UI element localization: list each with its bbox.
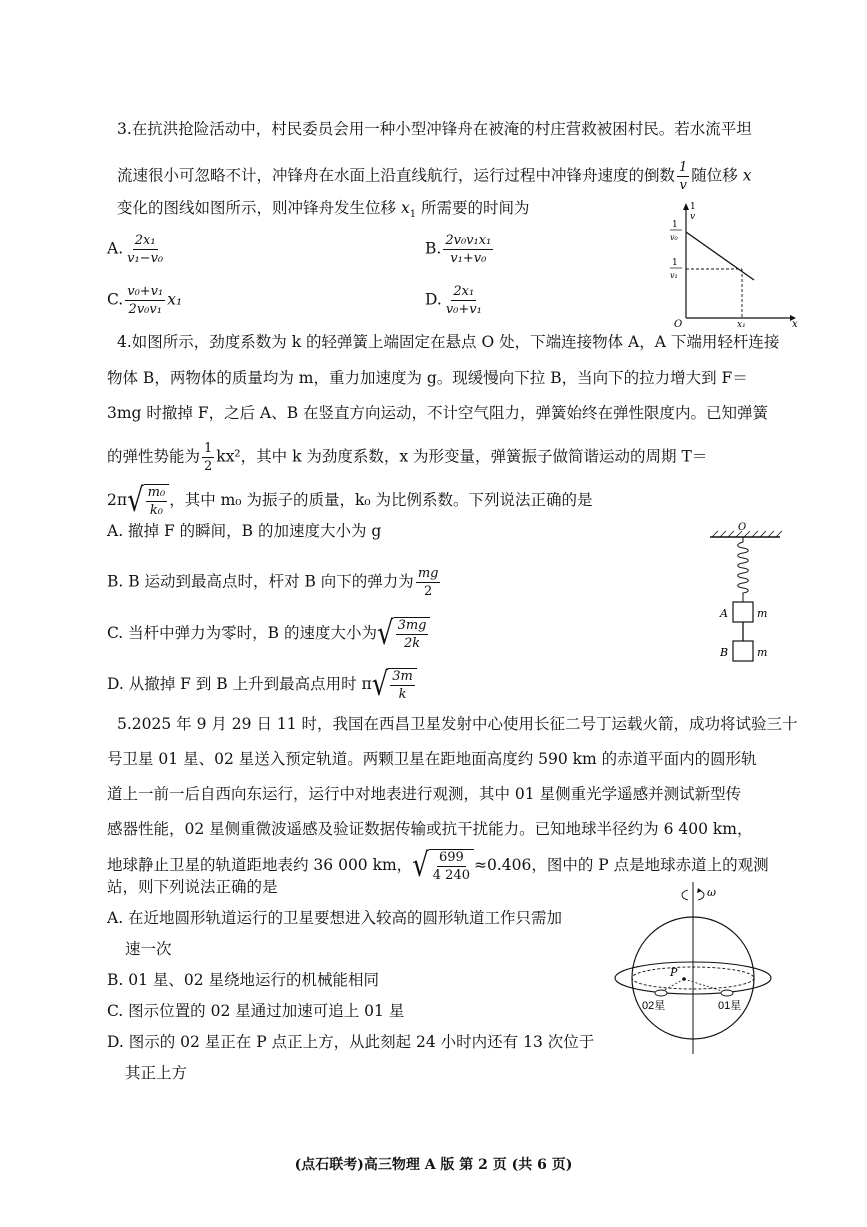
q4-option-c[interactable]: C. 当杆中弹力为零时，B 的速度大小为 √ $\frac{3mg}{2k}$: [107, 617, 430, 651]
q3-graph: [668, 198, 798, 328]
q3-option-d[interactable]: D. $\frac{\text{2x₁}}{\text{v₀+v₁}}$: [425, 284, 482, 317]
q3-graph-x-label: x: [792, 319, 798, 328]
q3-option-c[interactable]: C. $\frac{\text{v₀+v₁}}{\text{2v₀v₁}}$ x₁: [107, 284, 183, 317]
q5-line3: 道上一前一后自西向东运行，运行中对地表进行观测，其中 01 星侧重光学遥感并测试新型传: [107, 785, 742, 803]
q4-spring-figure: [700, 520, 790, 670]
q5-p-label: P: [670, 966, 678, 979]
q4-option-d[interactable]: D. 从撤掉 F 到 B 上升到最高点用时 π √ $\frac{3m}{k}$: [107, 668, 417, 702]
q4-label-a: A: [720, 607, 728, 620]
q3-line2: 流速很小可忽略不计，冲锋舟在水面上沿直线航行，运行过程中冲锋舟速度的倒数 $\frac{1}{v}$ 随位移 x: [117, 160, 752, 193]
q4-block-a: [733, 602, 753, 622]
q3-graph-y-label-num: 1: [690, 202, 696, 212]
q5-line5: 地球静止卫星的轨道距地表约 36 000 km， √ $\frac{699}{4 240}$ ≈0.406，图中的 P 点是地球赤道上的观测: [107, 847, 769, 885]
q5-p-to-02: [661, 979, 684, 992]
q5-option-c[interactable]: C. 图示位置的 02 星通过加速可追上 01 星: [107, 1002, 405, 1020]
q5-line1: 5.2025 年 9 月 29 日 11 时，我国在西昌卫星发射中心使用长征二号丁运载火箭，成功将试验三十: [117, 715, 798, 733]
q3-graph-line: [686, 232, 754, 280]
q5-option-b[interactable]: B. 01 星、02 星绕地运行的机械能相同: [107, 971, 380, 989]
q4-label-b: B: [720, 646, 729, 659]
q3-graph-y1-den: v₁: [670, 271, 678, 280]
q3-option-a[interactable]: A. $\frac{\text{2x₁}}{\text{v₁−v₀}}$: [107, 233, 164, 266]
q5-omega-label: ω: [707, 886, 716, 899]
q3-graph-y0-num: 1: [672, 220, 678, 230]
q5-option-a-line1[interactable]: A. 在近地圆形轨道运行的卫星要想进入较高的圆形轨道工作只需加: [107, 909, 563, 927]
q5-line6: 站，则下列说法正确的是: [107, 878, 278, 896]
q3-graph-origin: O: [674, 319, 683, 328]
q3-line2-text: 流速很小可忽略不计，冲锋舟在水面上沿直线航行，运行过程中冲锋舟速度的倒数: [117, 166, 676, 185]
q5-line4: 感器性能，02 星侧重微波遥感及验证数据传输或抗干扰能力。已知地球半径约为 6 400 km，: [107, 820, 753, 838]
q4-line2: 物体 B，两物体的质量均为 m，重力加速度为 g。现缓慢向下拉 B，当向下的拉力增大到 F＝: [107, 369, 748, 387]
page-footer: (点石联考)高三物理 A 版 第 2 页 (共 6 页): [294, 1157, 573, 1173]
q5-option-d-line2[interactable]: 其正上方: [125, 1064, 188, 1082]
q3-graph-x1-label: x₁: [737, 320, 746, 328]
q5-earth-figure: [610, 878, 790, 1058]
q4-block-b: [733, 641, 753, 661]
q5-sat-02-label: 02星: [642, 1000, 666, 1012]
q4-ceiling-hatch: [712, 531, 782, 537]
q3-graph-y-arrow: [683, 203, 689, 210]
q3-graph-y0-den: v₀: [670, 233, 678, 242]
q4-label-mb: m: [757, 646, 768, 659]
q3-option-b[interactable]: B. $\frac{\text{2v₀v₁x₁}}{\text{v₁+v₀}}$: [425, 233, 492, 266]
q5-sat-01: [721, 990, 733, 996]
q4-option-b[interactable]: B. B 运动到最高点时，杆对 B 向下的弹力为 $\frac{mg}{2}$: [107, 566, 439, 599]
q4-label-ma: m: [757, 607, 768, 620]
q4-line5: 2π √ $\frac{\text{m₀}}{\text{k₀}}$ ，其中 m₀ 为振子的质量，k₀ 为比例系数。下列说法正确的是: [107, 482, 593, 520]
q5-option-a-line2[interactable]: 速一次: [125, 940, 172, 958]
q4-label-o: O: [738, 522, 747, 533]
q3-inv-v-frac: $\frac{1}{v}$: [679, 160, 688, 193]
q5-sat-01-label: 01星: [718, 1000, 742, 1012]
q3-line1: 3.在抗洪抢险活动中，村民委员会用一种小型冲锋舟在被淹的村庄营救被困村民。若水流平坦: [117, 120, 752, 138]
q5-p-to-01: [684, 979, 725, 992]
q4-option-a[interactable]: A. 撤掉 F 的瞬间，B 的加速度大小为 g: [107, 522, 382, 540]
q3-graph-y1-num: 1: [672, 258, 678, 268]
q5-line2: 号卫星 01 星、02 星送入预定轨道。两颗卫星在距地面高度约 590 km 的赤道平面内的圆形轨: [107, 750, 757, 768]
q5-option-d-line1[interactable]: D. 图示的 02 星正在 P 点正上方，从此刻起 24 小时内还有 13 次位于: [107, 1033, 595, 1051]
q4-line1: 4.如图所示，劲度系数为 k 的轻弹簧上端固定在悬点 O 处，下端连接物体 A，A 下端用轻杆连接: [117, 333, 780, 351]
q3-line3: 变化的图线如图所示，则冲锋舟发生位移 $x_1$ 所需要的时间为: [117, 199, 530, 221]
q4-line4: 的弹性势能为 $\frac{1}{2}$ kx²，其中 k 为劲度系数，x 为形变量，弹簧振子做简谐运动的周期 T＝: [107, 441, 708, 474]
q4-spring: [738, 537, 749, 602]
q5-sat-02: [655, 990, 667, 996]
q3-graph-y-label-den: v: [690, 212, 696, 222]
q4-line3: 3mg 时撤掉 F，之后 A、B 在竖直方向运动，不计空气阻力，弹簧始终在弹性限度内。已知弹簧: [107, 404, 769, 422]
